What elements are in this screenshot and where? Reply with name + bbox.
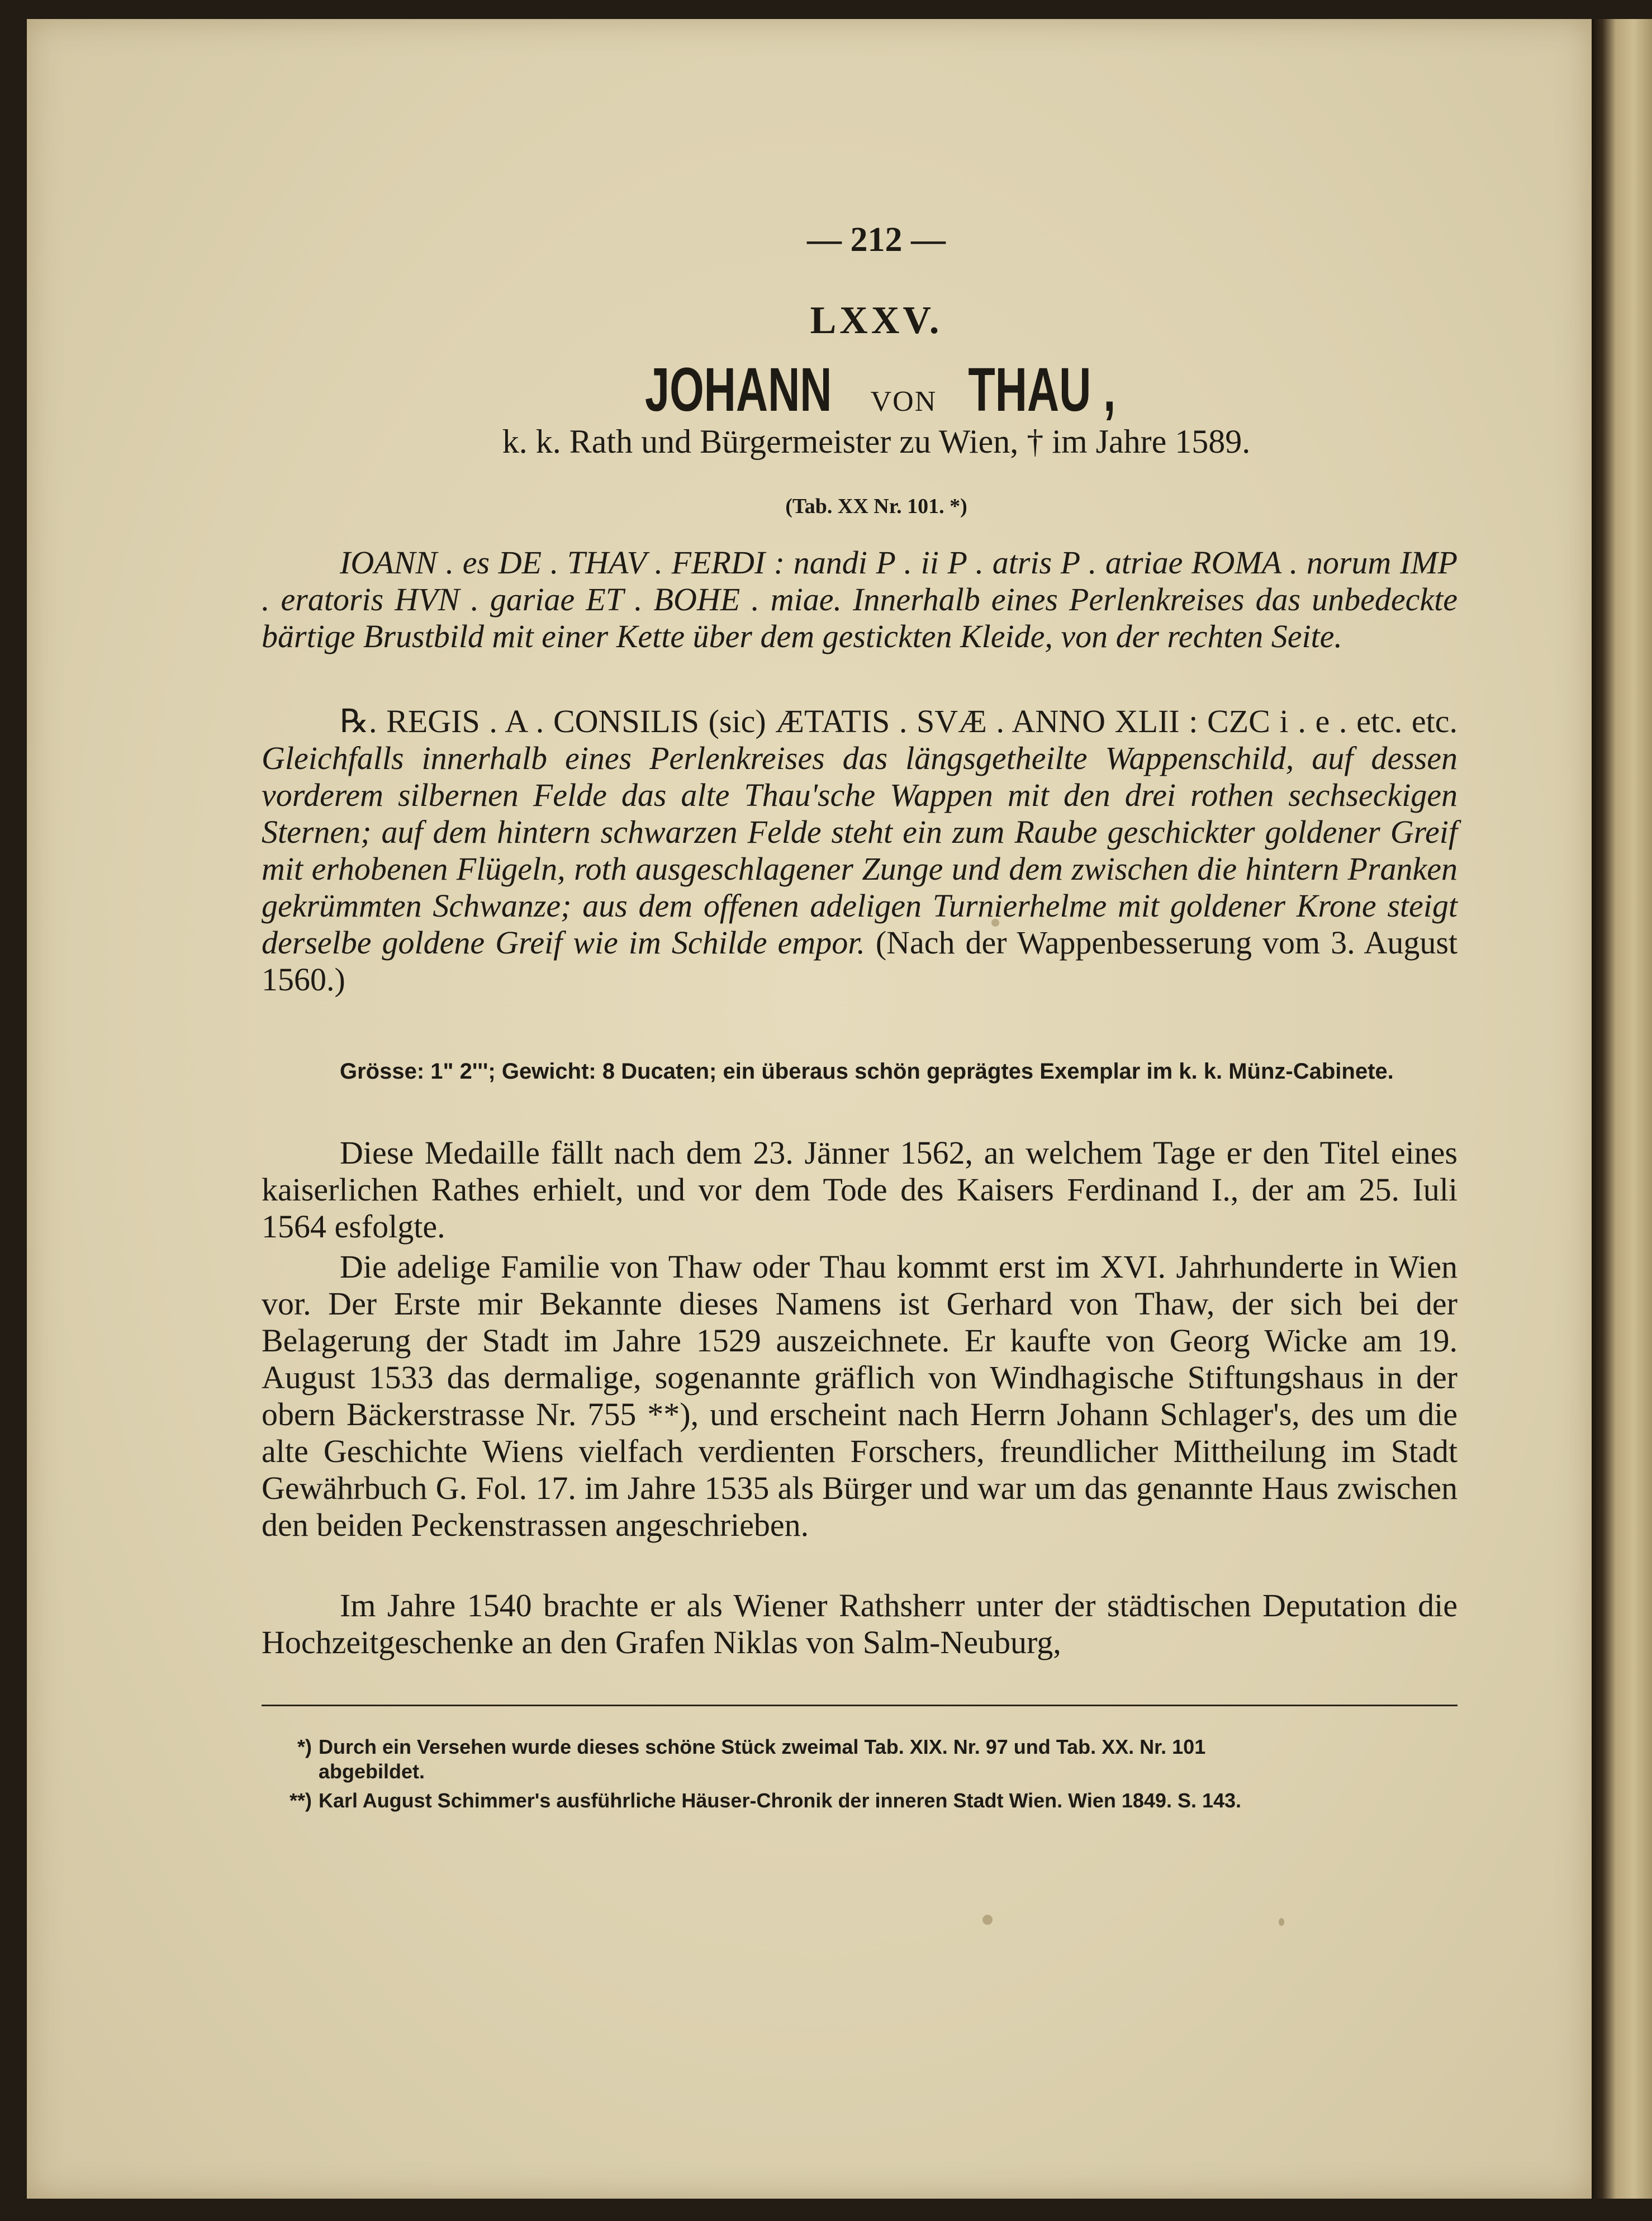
- body-paragraph-2: Die adelige Familie von Thaw oder Thau kommt erst im XVI. Jahrhunderte in Wien vor. Der Erste mir Bekannte dieses Namens ist Gerhard von Thaw, der sich bei der Belagerung der Stadt im Jahre 1529 auszeichnete. Er kaufte von Georg Wicke am 19. August 1533 das dermalige, sogenannte gräflich von Windhagische Stiftungshaus in der obern Bäckerstrasse Nr. 755 **), und erscheint nach Herrn Johann Schlager's, des um die alte Geschichte Wiens vielfach verdienten Forschers, freundlicher Mittheilung im Stadt Gewährbuch G. Fol. 17. im Jahre 1535 als Bürger und war um das genannte Haus zwischen den beiden Peckenstrassen angeschrieben.: [262, 1249, 1458, 1543]
- footnote-continuation: abgebildet.: [319, 1760, 425, 1783]
- body-paragraph-3: Im Jahre 1540 brachte er als Wiener Rathsherr unter der städtischen Deputation die Hochzeitgeschenke an den Grafen Niklas von Salm-Neuburg,: [262, 1587, 1458, 1660]
- footnote-1: [262, 1735, 1458, 1784]
- entry-numeral: LXXV.: [810, 299, 943, 342]
- title-von: von: [870, 374, 937, 420]
- reverse-text: Gleichfalls innerhalb eines Perlenkreises das längsgetheilte Wappenschild, auf dessen vorderem silbernen Felde das alte Thau'sche Wappen mit den drei rothen sechseckigen Sternen; auf dem hintern schwarzen Felde steht ein zum Raube geschickter goldener Greif mit erhobenen Flügeln, roth ausgeschlagener Zunge und dem zwischen die hintern Pranken gekrümmten Schwanze; aus dem offenen adeligen Turnierhelme mit goldener Krone steigt derselbe goldene Greif wie im Schilde empor.: [262, 740, 1458, 961]
- footnote-text: Durch ein Versehen wurde dieses schöne Stück zweimal Tab. XIX. Nr. 97 und Tab. XX. Nr. 101: [319, 1735, 1206, 1758]
- title-name: JOHANN: [644, 355, 832, 424]
- ink-spot: [982, 1915, 993, 1925]
- reverse-legend: ℞. REGIS . A . CONSILIS (sic) ÆTATIS . SVÆ . ANNO XLII : CZC i . e . etc. etc.: [340, 703, 1458, 739]
- entry-title: [262, 354, 1491, 425]
- footnote-text: Karl August Schimmer's ausführliche Häuser-Chronik der inneren Stadt Wien. Wien 1849. S. 143.: [319, 1789, 1242, 1812]
- reverse-description: [262, 703, 1458, 998]
- ink-spot: [1279, 1918, 1284, 1926]
- book-spine: [1592, 19, 1652, 2199]
- footnote-rule: [262, 1705, 1458, 1706]
- footnote-2: [262, 1788, 1458, 1813]
- title-surname: THAU ,: [968, 355, 1116, 424]
- size-weight-line: Grösse: 1" 2'''; Gewicht: 8 Ducaten; ein überaus schön geprägtes Exemplar im k. k. Münz-Cabinete.: [340, 1059, 1394, 1084]
- page-number: — 212 —: [807, 221, 946, 259]
- entry-subtitle: k. k. Rath und Bürgermeister zu Wien, † im Jahre 1589.: [502, 423, 1251, 460]
- plate-reference: (Tab. XX Nr. 101. *): [785, 495, 967, 518]
- body-paragraph-1: Diese Medaille fällt nach dem 23. Jänner 1562, an welchem Tage er den Titel eines kaiserlichen Rathes erhielt, und vor dem Tode des Kaisers Ferdinand I., der am 25. Iuli 1564 esfolgte.: [262, 1135, 1458, 1245]
- footnote-marker: **): [289, 1789, 312, 1812]
- obverse-description: IOANN . es DE . THAV . FERDI : nandi P . ii P . atris P . atriae ROMA . norum IMP . eratoris HVN . gariae ET . BOHE . miae. Innerhalb eines Perlenkreises das unbedeckte bärtige Brustbild mit einer Kette über dem gestickten Kleide, von der rechten Seite.: [262, 544, 1458, 654]
- footnote-marker: *): [297, 1735, 312, 1758]
- reverse-note: (Nach der Wappenbesserung vom 3. August 1560.): [262, 924, 1458, 998]
- book-page: [27, 19, 1592, 2199]
